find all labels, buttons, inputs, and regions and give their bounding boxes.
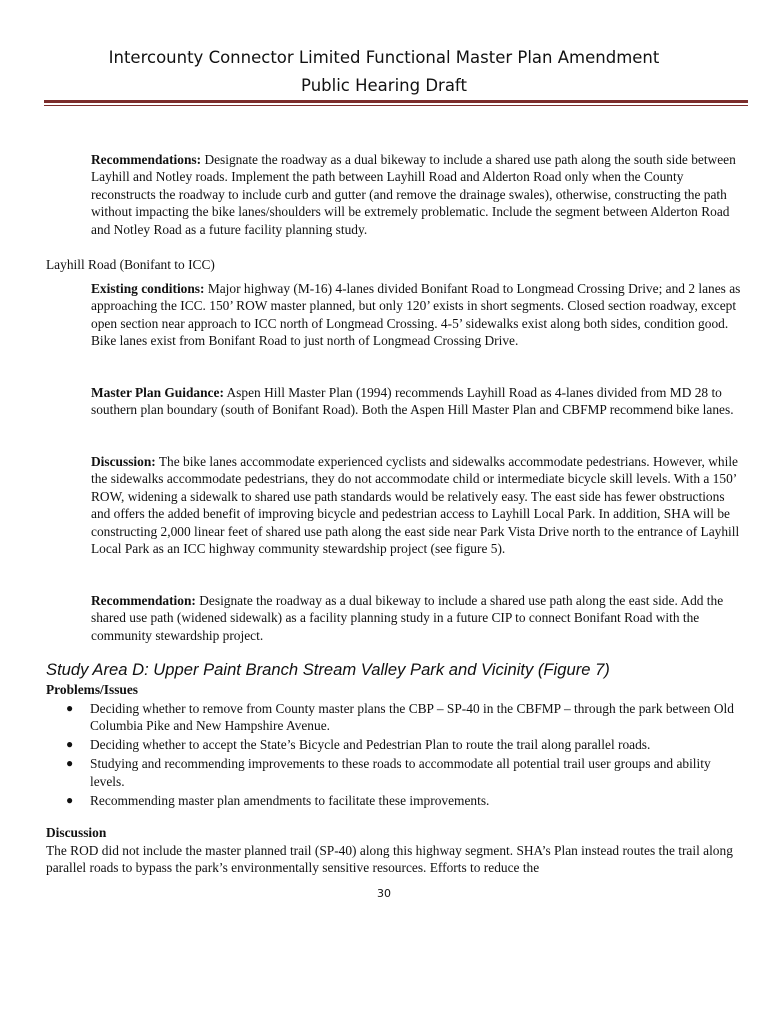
list-item-text: Deciding whether to remove from County master plans the CBP – SP-40 in the CBFMP – through the park between Old Columbia Pike and New Hampshire Avenue.: [90, 701, 734, 734]
layhill-road-heading: Layhill Road (Bonifant to ICC): [46, 257, 215, 272]
discussion-text: The bike lanes accommodate experienced cyclists and sidewalks accommodate pedestrians. However, while the sidewalks accommodate pedestrians, they do not accommodate child or intermediate bicycle skill levels. With a 150’ ROW, widening a sidewalk to shared use path standards would be relatively easy. The east side has fewer obstructions and offers the added benefit of improving bicycle and pedestrian access to Layhill Local Park. In addition, SHA will be constructing 2,000 linear feet of shared use path along the east side near Park Vista Drive north to the entrance of Layhill Local Park as an ICC highway community stewardship project (see figure 5).: [91, 454, 740, 557]
bullet-icon: ●: [66, 737, 74, 752]
list-item-text: Studying and recommending improvements to these roads to accommodate all potential trail user groups and ability levels.: [90, 756, 711, 789]
page-number: 30: [377, 887, 391, 900]
problems-list: [66, 700, 746, 810]
header-rule-thin: [44, 105, 748, 106]
bullet-icon: ●: [66, 701, 74, 715]
recommendation-text: Designate the roadway as a dual bikeway to include a shared use path along the east side. Add the shared use path (widened sidewalk) as a facility planning study in a future CIP to connect Bonifant Road with the community stewardship project.: [91, 593, 724, 643]
existing-conditions-label: Existing conditions:: [91, 281, 205, 296]
header-rule-thick: [44, 100, 748, 103]
master-plan-guidance-label: Master Plan Guidance:: [91, 385, 224, 400]
header-title: Intercounty Connector Limited Functional Master Plan Amendment: [108, 48, 660, 67]
master-plan-guidance-text: Aspen Hill Master Plan (1994) recommends Layhill Road as 4-lanes divided from MD 28 to southern plan boundary (south of Bonifant Road). Both the Aspen Hill Master Plan and CBFMP recommend bike lanes.: [91, 385, 734, 418]
list-item: [66, 700, 746, 735]
recommendations-label: Recommendations:: [91, 152, 202, 167]
bullet-icon: ●: [66, 792, 74, 807]
recommendations-paragraph: [91, 151, 742, 238]
recommendation-paragraph: [91, 592, 742, 644]
list-item: [66, 792, 746, 809]
discussion-heading: Discussion: [46, 825, 107, 840]
existing-conditions-paragraph: [91, 280, 742, 350]
recommendation-label: Recommendation:: [91, 593, 196, 608]
discussion-body: The ROD did not include the master planned trail (SP-40) along this highway segment. SHA’s Plan instead routes the trail along parallel roads to bypass the park’s environmentally sensitive resources. Efforts to reduce the: [46, 843, 733, 876]
list-item: [66, 736, 746, 753]
discussion-label: Discussion:: [91, 454, 156, 469]
existing-conditions-text: Major highway (M-16) 4-lanes divided Bonifant Road to Longmead Crossing Drive; and 2 lanes as approaching the ICC. 150’ ROW master planned, but only 120’ exists in short segments. Closed section roadway, except open section near approach to ICC north of Longmead Crossing. 4-5’ sidewalks exist along both sides, condition good. Bike lanes exist from Bonifant Road to just north of Longmead Crossing Drive.: [91, 281, 741, 349]
study-area-title: Study Area D: Upper Paint Branch Stream Valley Park and Vicinity (Figure 7): [46, 660, 610, 679]
master-plan-guidance-paragraph: [91, 384, 742, 419]
list-item-text: Recommending master plan amendments to facilitate these improvements.: [90, 792, 490, 808]
page-header: [0, 44, 768, 100]
list-item-text: Deciding whether to accept the State’s Bicycle and Pedestrian Plan to route the trail along parallel roads.: [90, 737, 651, 753]
list-item: [66, 755, 746, 790]
discussion-paragraph: [91, 453, 742, 557]
header-subtitle: Public Hearing Draft: [301, 76, 467, 95]
bullet-icon: ●: [66, 756, 74, 771]
recommendations-text: Designate the roadway as a dual bikeway to include a shared use path along the south side between Layhill and Notley roads. Implement the path between Layhill Road and Alderton Road only when the County reconstructs the roadway to include curb and gutter (and remove the drainage swales), otherwise, constructing the path without impacting the bike lanes/shoulders will be extremely problematic. Include the segment between Alderton Road and Notley Road as a future facility planning study.: [91, 152, 736, 237]
problems-issues-heading: Problems/Issues: [46, 682, 139, 697]
